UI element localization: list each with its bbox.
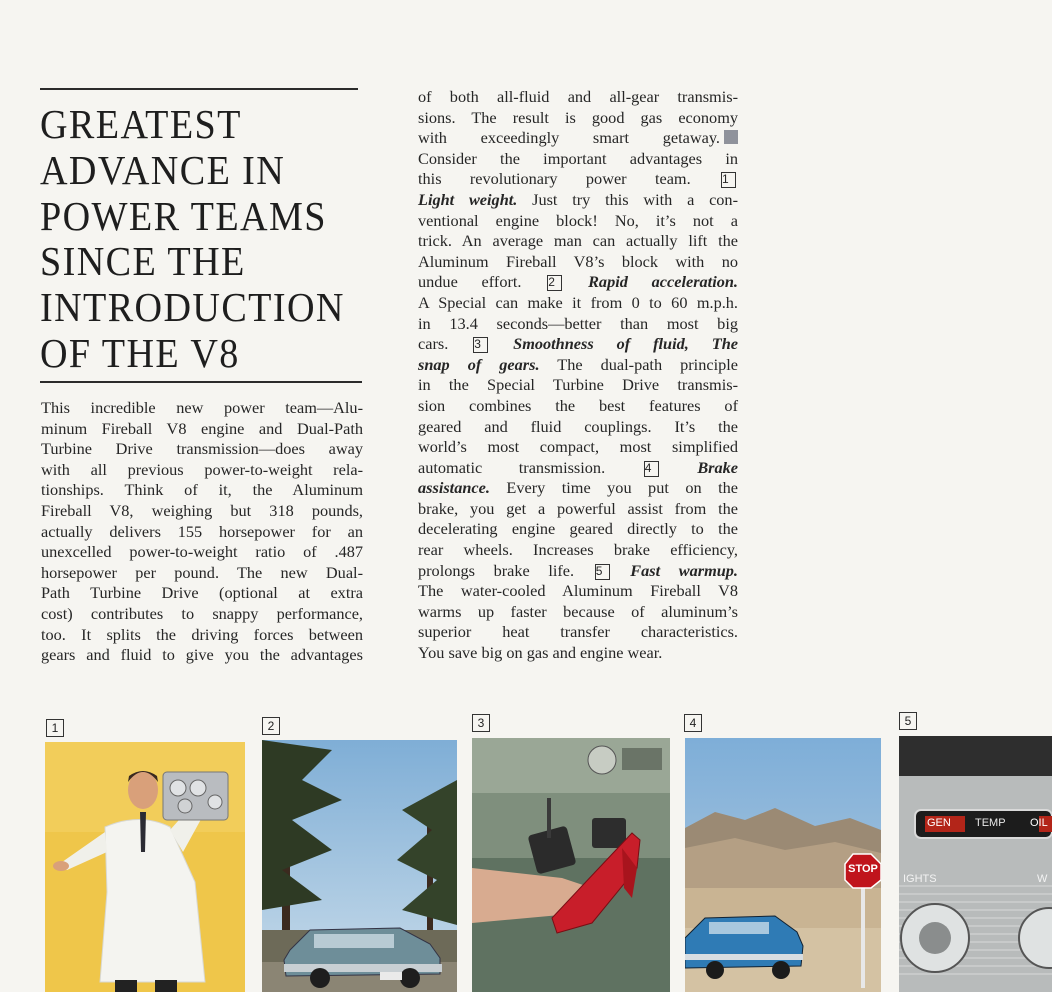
- paragraph-mark-icon: [724, 130, 738, 144]
- text-line: [418, 561, 738, 582]
- feature-number-badge: 2: [547, 275, 562, 291]
- headline: [40, 102, 347, 377]
- text-line: [418, 458, 738, 479]
- text-line: sion combines the best features of: [418, 395, 738, 415]
- text-line: trick. An average man can actually lift the: [418, 231, 738, 251]
- text-line: of both all-fluid and all-gear transmis-: [418, 87, 738, 106]
- text-fragment: prolongs brake life.: [418, 560, 575, 580]
- text-line: Fireball V8, weighing but 318 pounds,: [41, 500, 363, 520]
- feature-number-badge: 3: [473, 337, 488, 353]
- feature-number-badge: 1: [721, 172, 736, 188]
- text-line: This incredible new power team—Alu-: [41, 398, 363, 417]
- text-line: in 13.4 seconds—better than most big: [418, 313, 738, 333]
- photo-number-label: 3: [472, 714, 490, 732]
- text-line: actually delivers 155 horsepower for an: [41, 521, 363, 541]
- text-fragment: The dual-path principle: [539, 354, 738, 374]
- text-line: Path Turbine Drive (optional at extra: [41, 583, 363, 603]
- text-line: in the Special Turbine Drive transmis-: [418, 375, 738, 395]
- feature-number-badge: 5: [595, 564, 610, 580]
- feature-heading: assistance.: [418, 478, 490, 498]
- text-line: decelerating engine geared directly to the: [418, 519, 738, 539]
- text-line: [418, 128, 738, 149]
- photo-stop-sign-desert: [685, 738, 881, 992]
- text-line: unexcelled power-to-weight ratio of .487: [41, 542, 363, 562]
- switch-label-lights: IGHTS: [903, 873, 937, 885]
- headline-line: GREATEST: [40, 101, 242, 147]
- text-line: [418, 355, 738, 376]
- feature-heading: Smoothness of fluid, The: [513, 334, 738, 354]
- text-fragment: this revolutionary power team.: [418, 169, 691, 189]
- text-line: The water-cooled Aluminum Fireball V8: [418, 581, 738, 601]
- photo-station-wagon-trees: [262, 740, 457, 992]
- text-line: horsepower per pound. The new Dual-: [41, 562, 363, 582]
- photo-number-label: 1: [46, 719, 64, 737]
- feature-heading: Brake: [697, 457, 739, 477]
- text-fragment: undue effort.: [418, 272, 522, 292]
- stop-sign-text: STOP: [848, 863, 878, 875]
- text-line: too. It splits the driving forces between: [41, 624, 363, 644]
- text-line: You save big on gas and engine wear.: [418, 643, 663, 663]
- right-column-text: [418, 87, 738, 664]
- photo-dashboard-gauges: [899, 736, 1052, 992]
- headline-line: SINCE THE: [40, 238, 246, 285]
- text-fragment: cars.: [418, 334, 449, 354]
- text-line: geared and fluid couplings. It’s the: [418, 416, 738, 436]
- headline-line: OF THE V8: [40, 329, 240, 376]
- text-fragment: with exceedingly smart getaway.: [418, 128, 720, 148]
- text-line: minum Fireball V8 engine and Dual-Path: [41, 418, 363, 438]
- feature-heading: Light weight.: [418, 189, 518, 209]
- text-line: tionships. Think of it, the Aluminum: [41, 480, 363, 500]
- text-line: brake, you get a powerful assist from the: [418, 498, 738, 518]
- photo-number-label: 2: [262, 717, 280, 735]
- text-fragment: automatic transmission.: [418, 457, 606, 477]
- text-line: [418, 190, 738, 211]
- feature-number-badge: 4: [644, 461, 659, 477]
- feature-heading: Rapid acceleration.: [588, 272, 738, 292]
- headline-bottom-rule: [40, 381, 362, 383]
- text-line: Consider the important advantages in: [418, 148, 738, 168]
- text-line: superior heat transfer characteristics.: [418, 622, 738, 642]
- feature-heading: Fast warmup.: [630, 560, 738, 580]
- headline-top-rule: [40, 88, 358, 90]
- text-line: [418, 478, 738, 499]
- headline-line: POWER TEAMS: [40, 192, 327, 239]
- text-fragment: Just try this with a con-: [517, 189, 738, 209]
- photo-number-label: 5: [899, 712, 917, 730]
- text-line: Aluminum Fireball V8’s block with no: [418, 251, 738, 271]
- text-line: world’s most compact, most simplified: [418, 437, 738, 457]
- text-fragment: Every time you put on the: [489, 478, 738, 498]
- gauge-label-oil: OIL: [1030, 817, 1048, 829]
- left-column-text: [41, 398, 363, 666]
- feature-heading: snap of gears.: [418, 354, 540, 374]
- photo-man-with-engine: [45, 742, 245, 992]
- text-line: cost) contributes to snappy performance,: [41, 603, 363, 623]
- text-line: A Special can make it from 0 to 60 m.p.h.: [418, 292, 738, 312]
- text-line: [418, 272, 738, 293]
- text-line: [418, 334, 738, 355]
- text-line: sions. The result is good gas economy: [418, 107, 738, 127]
- gauge-label-temp: TEMP: [975, 817, 1006, 829]
- headline-line: INTRODUCTION: [40, 284, 345, 331]
- text-line: gears and fluid to give you the advantages: [41, 645, 363, 665]
- text-line: with all previous power-to-weight rela-: [41, 459, 363, 479]
- headline-line: ADVANCE IN: [40, 146, 286, 193]
- text-line: ventional engine block! No, it’s not a: [418, 210, 738, 230]
- gauge-label-gen: GEN: [927, 817, 951, 829]
- text-line: Turbine Drive transmission—does away: [41, 439, 363, 459]
- text-line: [418, 169, 738, 190]
- photo-shoe-on-pedals: [472, 738, 670, 992]
- text-line: rear wheels. Increases brake efficiency,: [418, 540, 738, 560]
- switch-label-w: W: [1037, 873, 1048, 885]
- text-line: warms up faster because of aluminum’s: [418, 601, 738, 621]
- photo-number-label: 4: [684, 714, 702, 732]
